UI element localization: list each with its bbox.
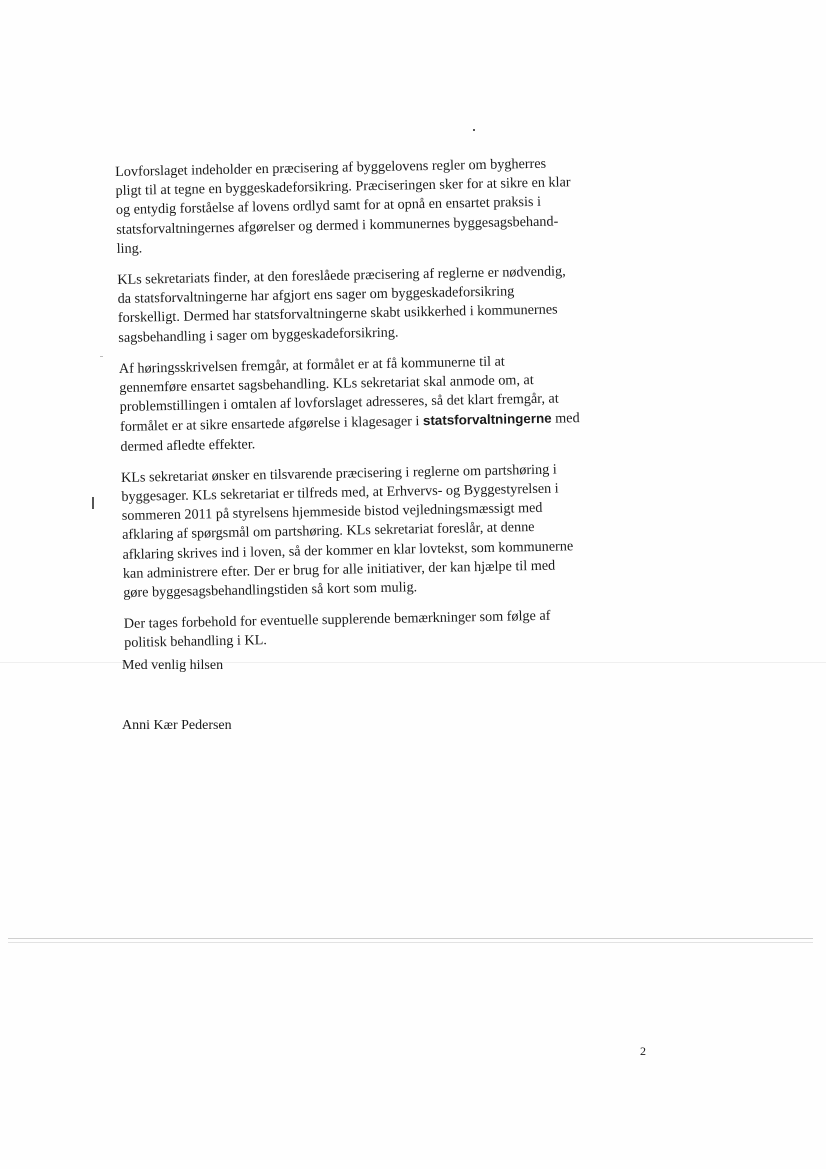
scan-artifact-line (8, 942, 813, 943)
text-line: Lovforslaget indeholder en præcisering af byggelovens regler om bygherres (115, 155, 547, 180)
text-line: da statsforvaltningerne har afgjort ens sager om byggeskadeforsikring (117, 283, 515, 308)
text-line: Af høringsskrivelsen fremgår, at formålet er at få kommunerne til at (118, 353, 505, 377)
text-line: problemstillingen i omtalen af lovforslaget adresseres, så det klart fremgår, at (119, 390, 559, 416)
scan-artifact-line (8, 938, 813, 939)
text-line: sagsbehandling i sager om byggeskadeforsikring. (118, 324, 399, 346)
page-number: 2 (640, 1044, 646, 1058)
text-line: dermed afledte effekter. (120, 436, 256, 455)
signature-name: Anni Kær Pedersen (122, 718, 232, 733)
text-line: og entydig forståelse af lovens ordlyd samt for at opnå en ensartet praksis i (115, 194, 542, 219)
text-line: KLs sekretariats finder, at den foreslåede præcisering af reglerne er nødvendig, (117, 263, 566, 288)
text-line: byggesager. KLs sekretariat er tilfreds med, at Erhvervs- og Byggestyrelsen i (121, 480, 559, 505)
scan-speck (473, 129, 475, 131)
text-line: gennemføre ensartet sagsbehandling. KLs sekretariat skal anmode om, at (119, 372, 534, 396)
text-line: politisk behandling i KL. (124, 632, 268, 652)
text-line: statsforvaltningernes afgørelser og dermed i kommunernes byggesagsbehand- (116, 213, 559, 238)
closing-salutation: Med venlig hilsen (122, 658, 224, 673)
text-line: KLs sekretariat ønsker en tilsvarende præcisering i reglerne om partshøring i (120, 461, 557, 486)
paragraph-2 (117, 262, 588, 348)
text-line: gøre byggesagsbehandlingstiden så kort som mulig. (123, 579, 418, 601)
text-line: kan administrere efter. Der er brug for alle initiativer, der kan hjælpe til med (122, 557, 556, 582)
paragraph-4 (121, 460, 593, 603)
scan-speck (92, 497, 94, 509)
text-run: formålet er at sikre ensartede afgørelse i klagesager i (119, 413, 420, 436)
text-line: ling. (116, 240, 143, 257)
text-run: med (555, 410, 580, 428)
text-line: afklaring af spørgsmål om partshøring. KLs sekretariat foreslår, at denne (121, 519, 535, 544)
paragraph-3 (119, 351, 591, 457)
bold-text: statsforvaltningerne (422, 411, 552, 429)
text-line: sommeren 2011 på styrelsens hjemmeside bistod vejledningsmæssigt med (121, 500, 543, 525)
paragraph-1 (115, 154, 587, 259)
paragraph-5 (124, 606, 595, 653)
text-line: afklaring skrives ind i loven, så der kommer en klar lovtekst, som kommunerne (122, 537, 574, 563)
scan-speck (100, 356, 103, 357)
text-line: Der tages forbehold for eventuelle supplerende bemærkninger som følge af (123, 607, 551, 633)
text-line: pligt til at tegne en byggeskadeforsikring. Præciseringen sker for at sikre en klar (115, 174, 571, 200)
letter-body (115, 154, 595, 666)
text-line: forskelligt. Dermed har statsforvaltningerne skabt usikkerhed i kommunernes (117, 301, 558, 327)
